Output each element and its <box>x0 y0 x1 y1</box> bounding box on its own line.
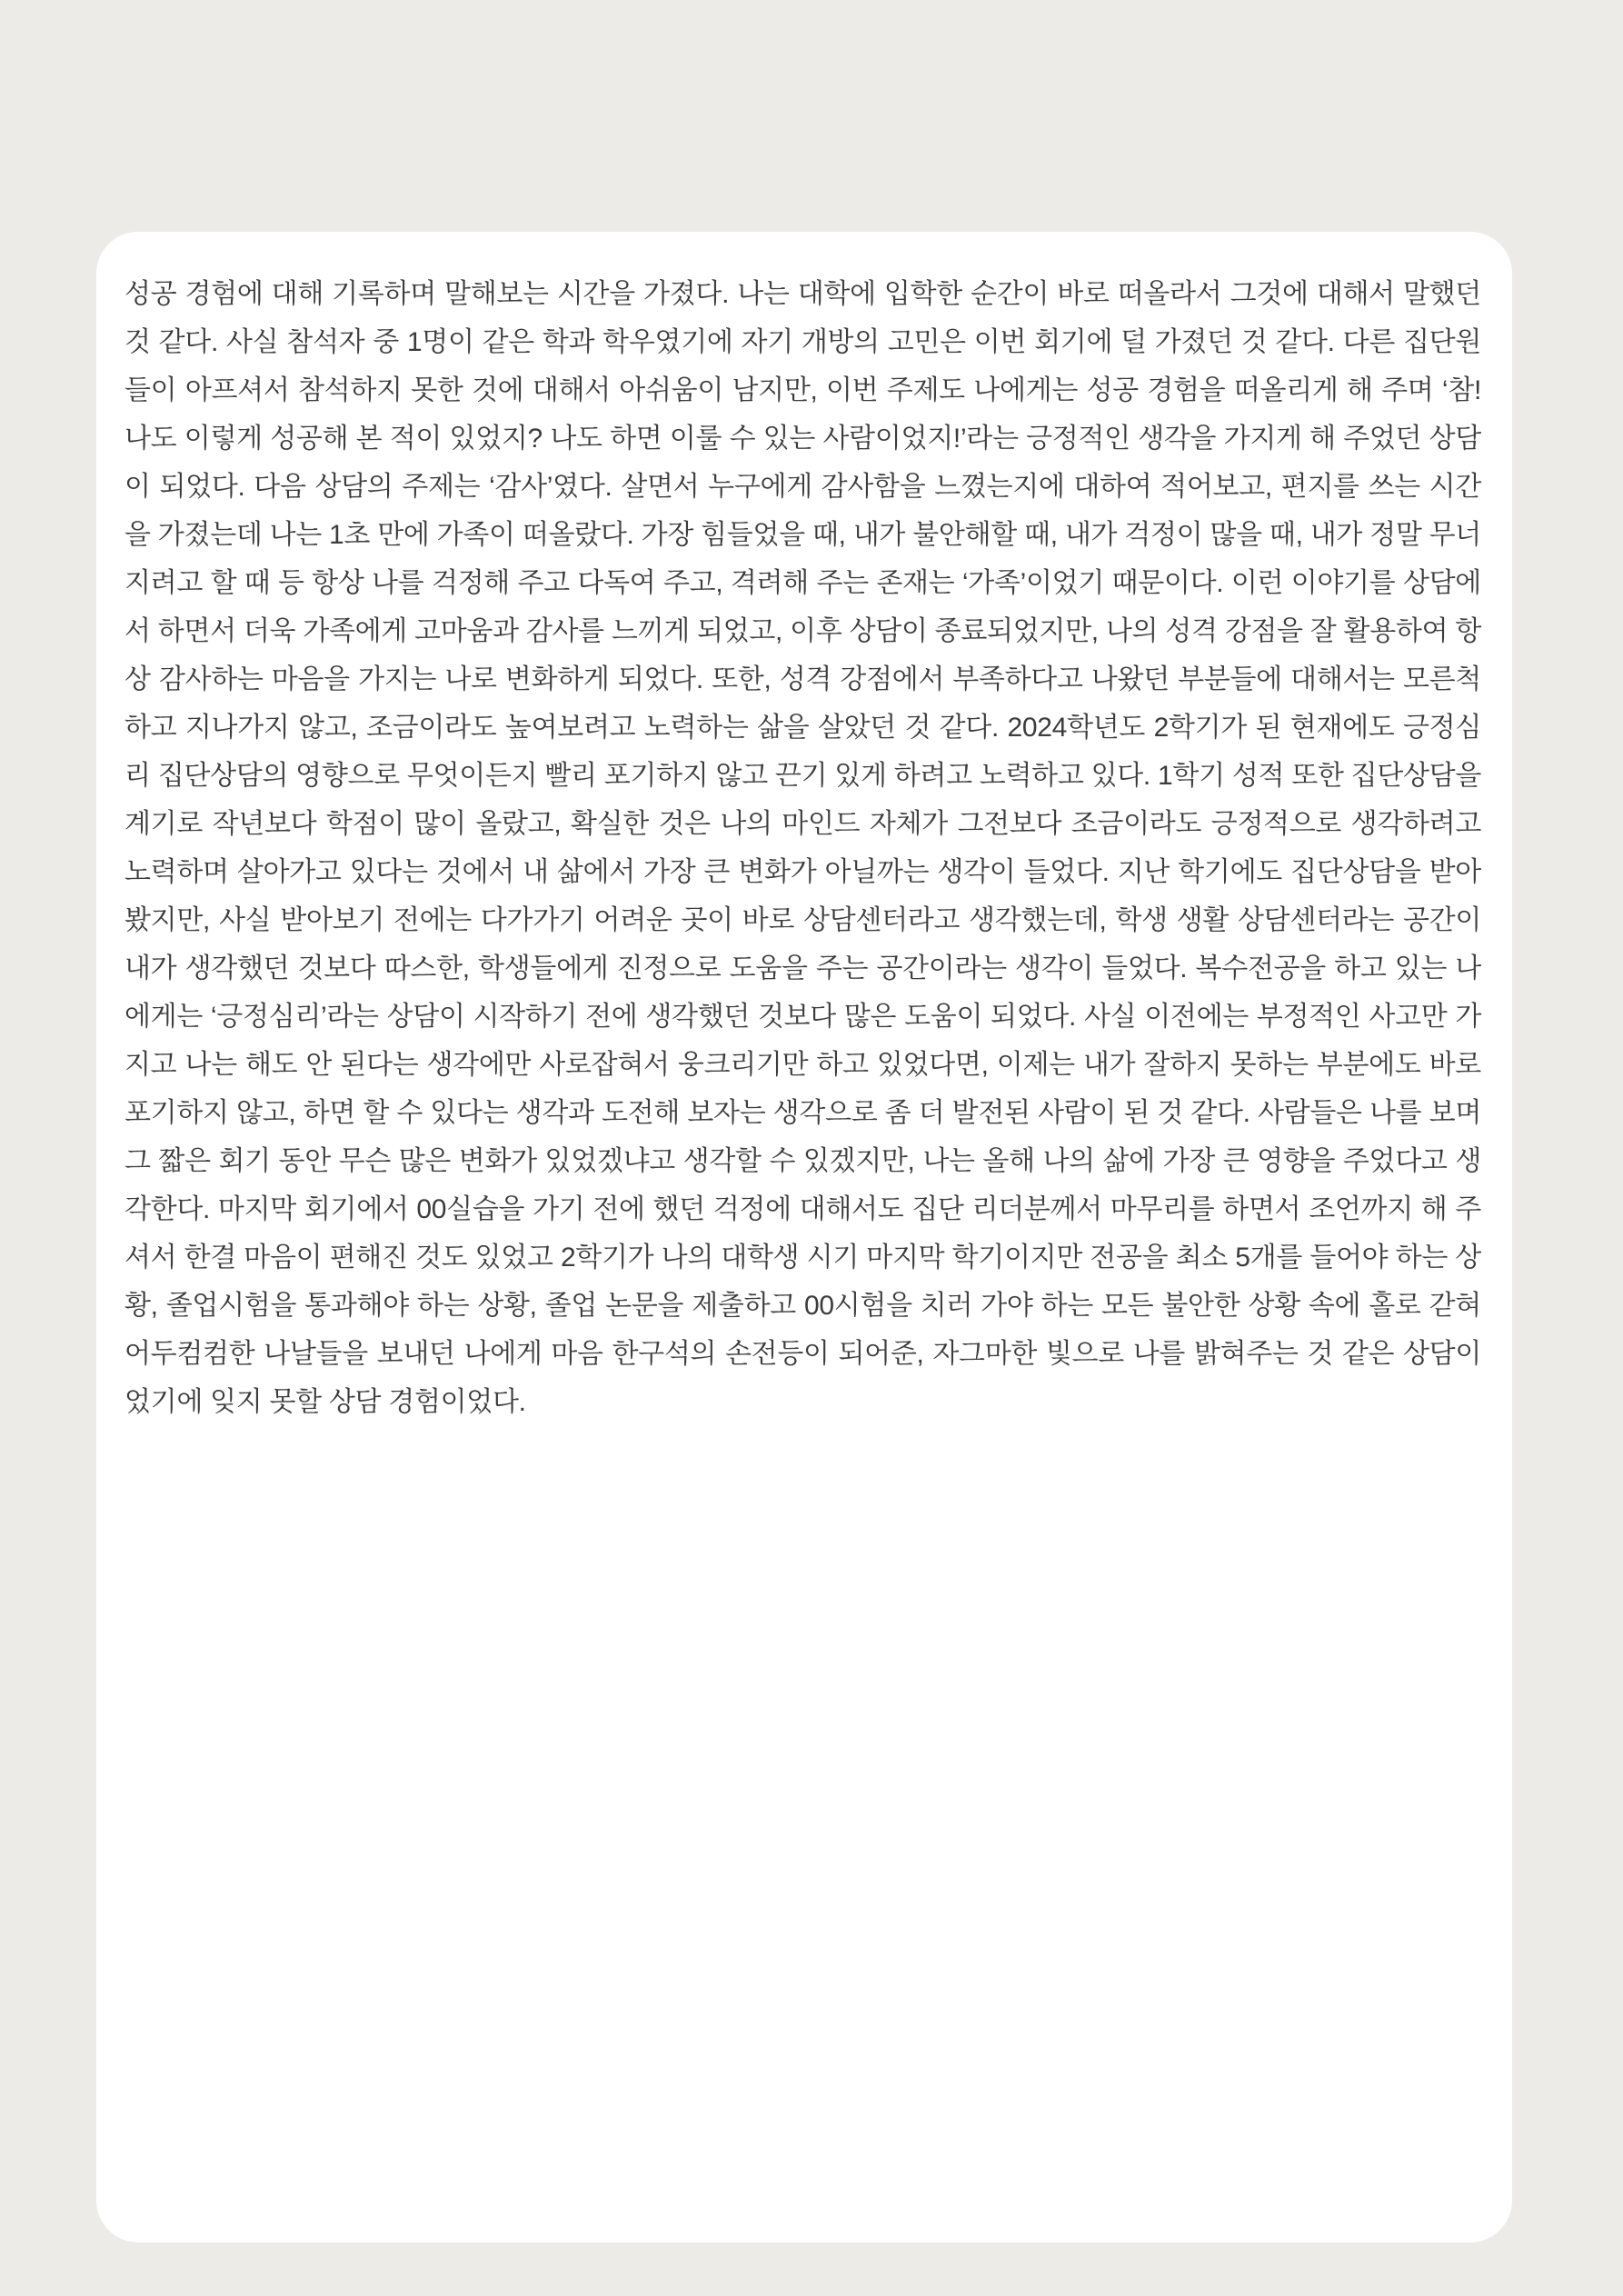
essay-paragraph: 성공 경험에 대해 기록하며 말해보는 시간을 가졌다. 나는 대학에 입학한 순간이 바로 떠올라서 그것에 대해서 말했던 것 같다. 사실 참석자 중 1명이 같은 학과 학우였기에 자기 개방의 고민은 이번 회기에 덜 가졌던 것 같다. 다른 집단원들이 아프셔서 참석하지 못한 것에 대해서 아쉬움이 남지만, 이번 주제도 나에게는 성공 경험을 떠올리게 해 주며 ‘참! 나도 이렇게 성공해 본 적이 있었지? 나도 하면 이룰 수 있는 사람이었지!’라는 긍정적인 생각을 가지게 해 주었던 상담이 되었다. 다음 상담의 주제는 ‘감사’였다. 살면서 누구에게 감사함을 느꼈는지에 대하여 적어보고, 편지를 쓰는 시간을 가졌는데 나는 1초 만에 가족이 떠올랐다. 가장 힘들었을 때, 내가 불안해할 때, 내가 걱정이 많을 때, 내가 정말 무너지려고 할 때 등 항상 나를 걱정해 주고 다독여 주고, 격려해 주는 존재는 ‘가족’이었기 때문이다. 이런 이야기를 상담에서 하면서 더욱 가족에게 고마움과 감사를 느끼게 되었고, 이후 상담이 종료되었지만, 나의 성격 강점을 잘 활용하여 항상 감사하는 마음을 가지는 나로 변화하게 되었다. 또한, 성격 강점에서 부족하다고 나왔던 부분들에 대해서는 모른척하고 지나가지 않고, 조금이라도 높여보려고 노력하는 삶을 살았던 것 같다. 2024학년도 2학기가 된 현재에도 긍정심리 집단상담의 영향으로 무엇이든지 빨리 포기하지 않고 끈기 있게 하려고 노력하고 있다. 1학기 성적 또한 집단상담을 계기로 작년보다 학점이 많이 올랐고, 확실한 것은 나의 마인드 자체가 그전보다 조금이라도 긍정적으로 생각하려고 노력하며 살아가고 있다는 것에서 내 삶에서 가장 큰 변화가 아닐까는 생각이 들었다. 지난 학기에도 집단상담을 받아봤지만, 사실 받아보기 전에는 다가가기 어려운 곳이 바로 상담센터라고 생각했는데, 학생 생활 상담센터라는 공간이 내가 생각했던 것보다 따스한, 학생들에게 진정으로 도움을 주는 공간이라는 생각이 들었다. 복수전공을 하고 있는 나에게는 ‘긍정심리’라는 상담이 시작하기 전에 생각했던 것보다 많은 도움이 되었다. 사실 이전에는 부정적인 사고만 가지고 나는 해도 안 된다는 생각에만 사로잡혀서 웅크리기만 하고 있었다면, 이제는 내가 잘하지 못하는 부분에도 바로 포기하지 않고, 하면 할 수 있다는 생각과 도전해 보자는 생각으로 좀 더 발전된 사람이 된 것 같다. 사람들은 나를 보며 그 짧은 회기 동안 무슨 많은 변화가 있었겠냐고 생각할 수 있겠지만, 나는 올해 나의 삶에 가장 큰 영향을 주었다고 생각한다. 마지막 회기에서 00실습을 가기 전에 했던 걱정에 대해서도 집단 리더분께서 마무리를 하면서 조언까지 해 주셔서 한결 마음이 편해진 것도 있었고 2학기가 나의 대학생 시기 마지막 학기이지만 전공을 최소 5개를 들어야 하는 상황, 졸업시험을 통과해야 하는 상황, 졸업 논문을 제출하고 00시험을 치러 가야 하는 모든 불안한 상황 속에 홀로 갇혀 어두컴컴한 나날들을 보내던 나에게 마음 한구석의 손전등이 되어준, 자그마한 빛으로 나를 밝혀주는 것 같은 상담이었기에 잊지 못할 상담 경험이었다. <box>124 279 1481 1417</box>
document-card <box>96 232 1512 2242</box>
